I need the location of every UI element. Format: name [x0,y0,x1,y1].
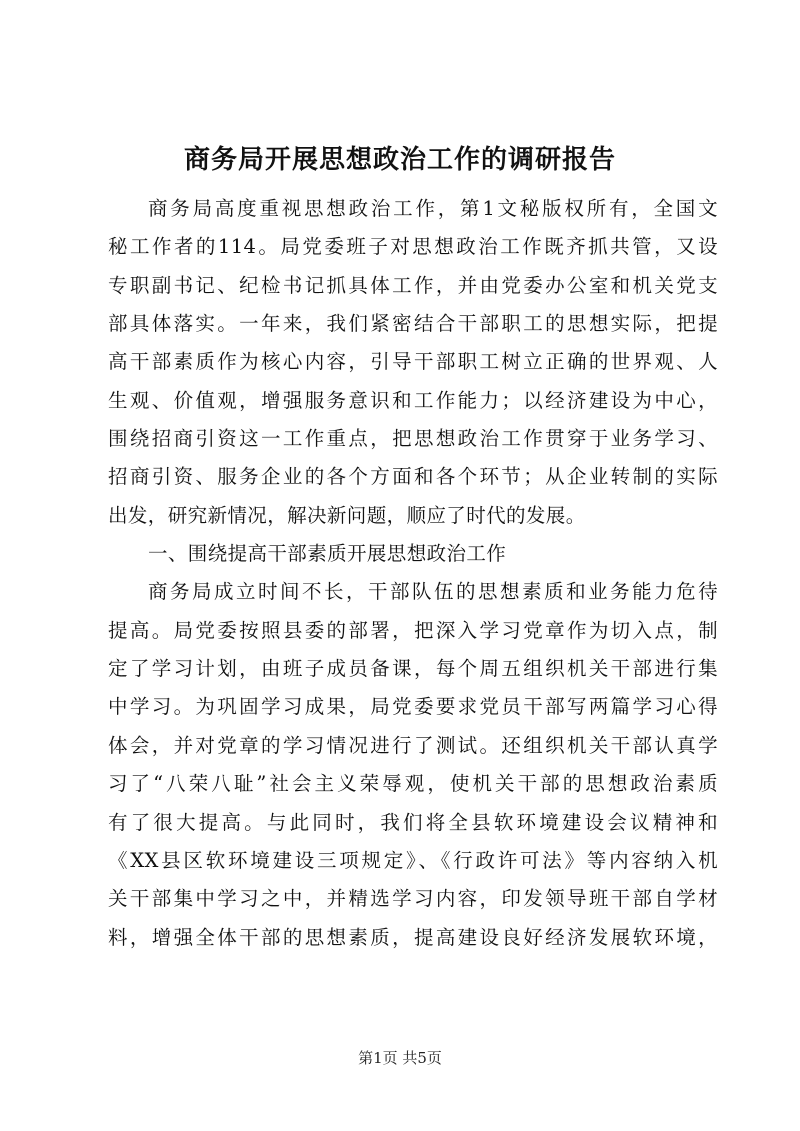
paragraph-line: 秘工作者的114。局党委班子对思想政治工作既齐抓共管，又设 [108,235,718,259]
section-heading: 一、围绕提高干部素质开展思想政治工作 [148,542,507,566]
paragraph-line: 《XX县区软环境建设三项规定》、《行政许可法》等内容纳入机 [108,848,718,872]
paragraph-line: 定了学习计划，由班子成员备课，每个周五组织机关干部进行集 [108,657,718,681]
document-title: 商务局开展思想政治工作的调研报告 [183,145,616,175]
paragraph-line: 出发，研究新情况，解决新问题，顺应了时代的发展。 [108,503,586,527]
paragraph-line: 商务局高度重视思想政治工作，第1文秘版权所有，全国文 [148,197,718,220]
page-footer: 第1页 共5页 [358,1049,442,1067]
paragraph-line: 有了很大提高。与此同时，我们将全县软环境建设会议精神和 [108,810,718,834]
paragraph-line: 商务局成立时间不长，干部队伍的思想素质和业务能力危待 [148,580,718,604]
paragraph-line: 关干部集中学习之中，并精选学习内容，印发领导班干部自学材 [108,887,718,911]
document-body [108,190,718,957]
paragraph-line: 围绕招商引资这一工作重点，把思想政治工作贯穿于业务学习、 [108,427,718,451]
paragraph-line: 高干部素质作为核心内容，引导干部职工树立正确的世界观、人 [108,350,718,374]
paragraph-line: 部具体落实。一年来，我们紧密结合干部职工的思想实际，把提 [108,312,718,336]
paragraph-line: 生观、价值观，增强服务意识和工作能力；以经济建设为中心， [108,388,718,412]
paragraph-line: 习了“八荣八耻”社会主义荣辱观，使机关干部的思想政治素质 [108,772,718,796]
paragraph-line: 招商引资、服务企业的各个方面和各个环节；从企业转制的实际 [108,465,718,489]
paragraph-line: 提高。局党委按照县委的部署，把深入学习党章作为切入点，制 [108,618,718,642]
paragraph-line: 专职副书记、纪检书记抓具体工作，并由党委办公室和机关党支 [108,273,718,297]
paragraph-line: 体会，并对党章的学习情况进行了测试。还组织机关干部认真学 [108,733,718,757]
paragraph-line: 中学习。为巩固学习成果，局党委要求党员干部写两篇学习心得 [108,695,718,719]
paragraph-line: 料，增强全体干部的思想素质，提高建设良好经济发展软环境， [108,925,718,949]
